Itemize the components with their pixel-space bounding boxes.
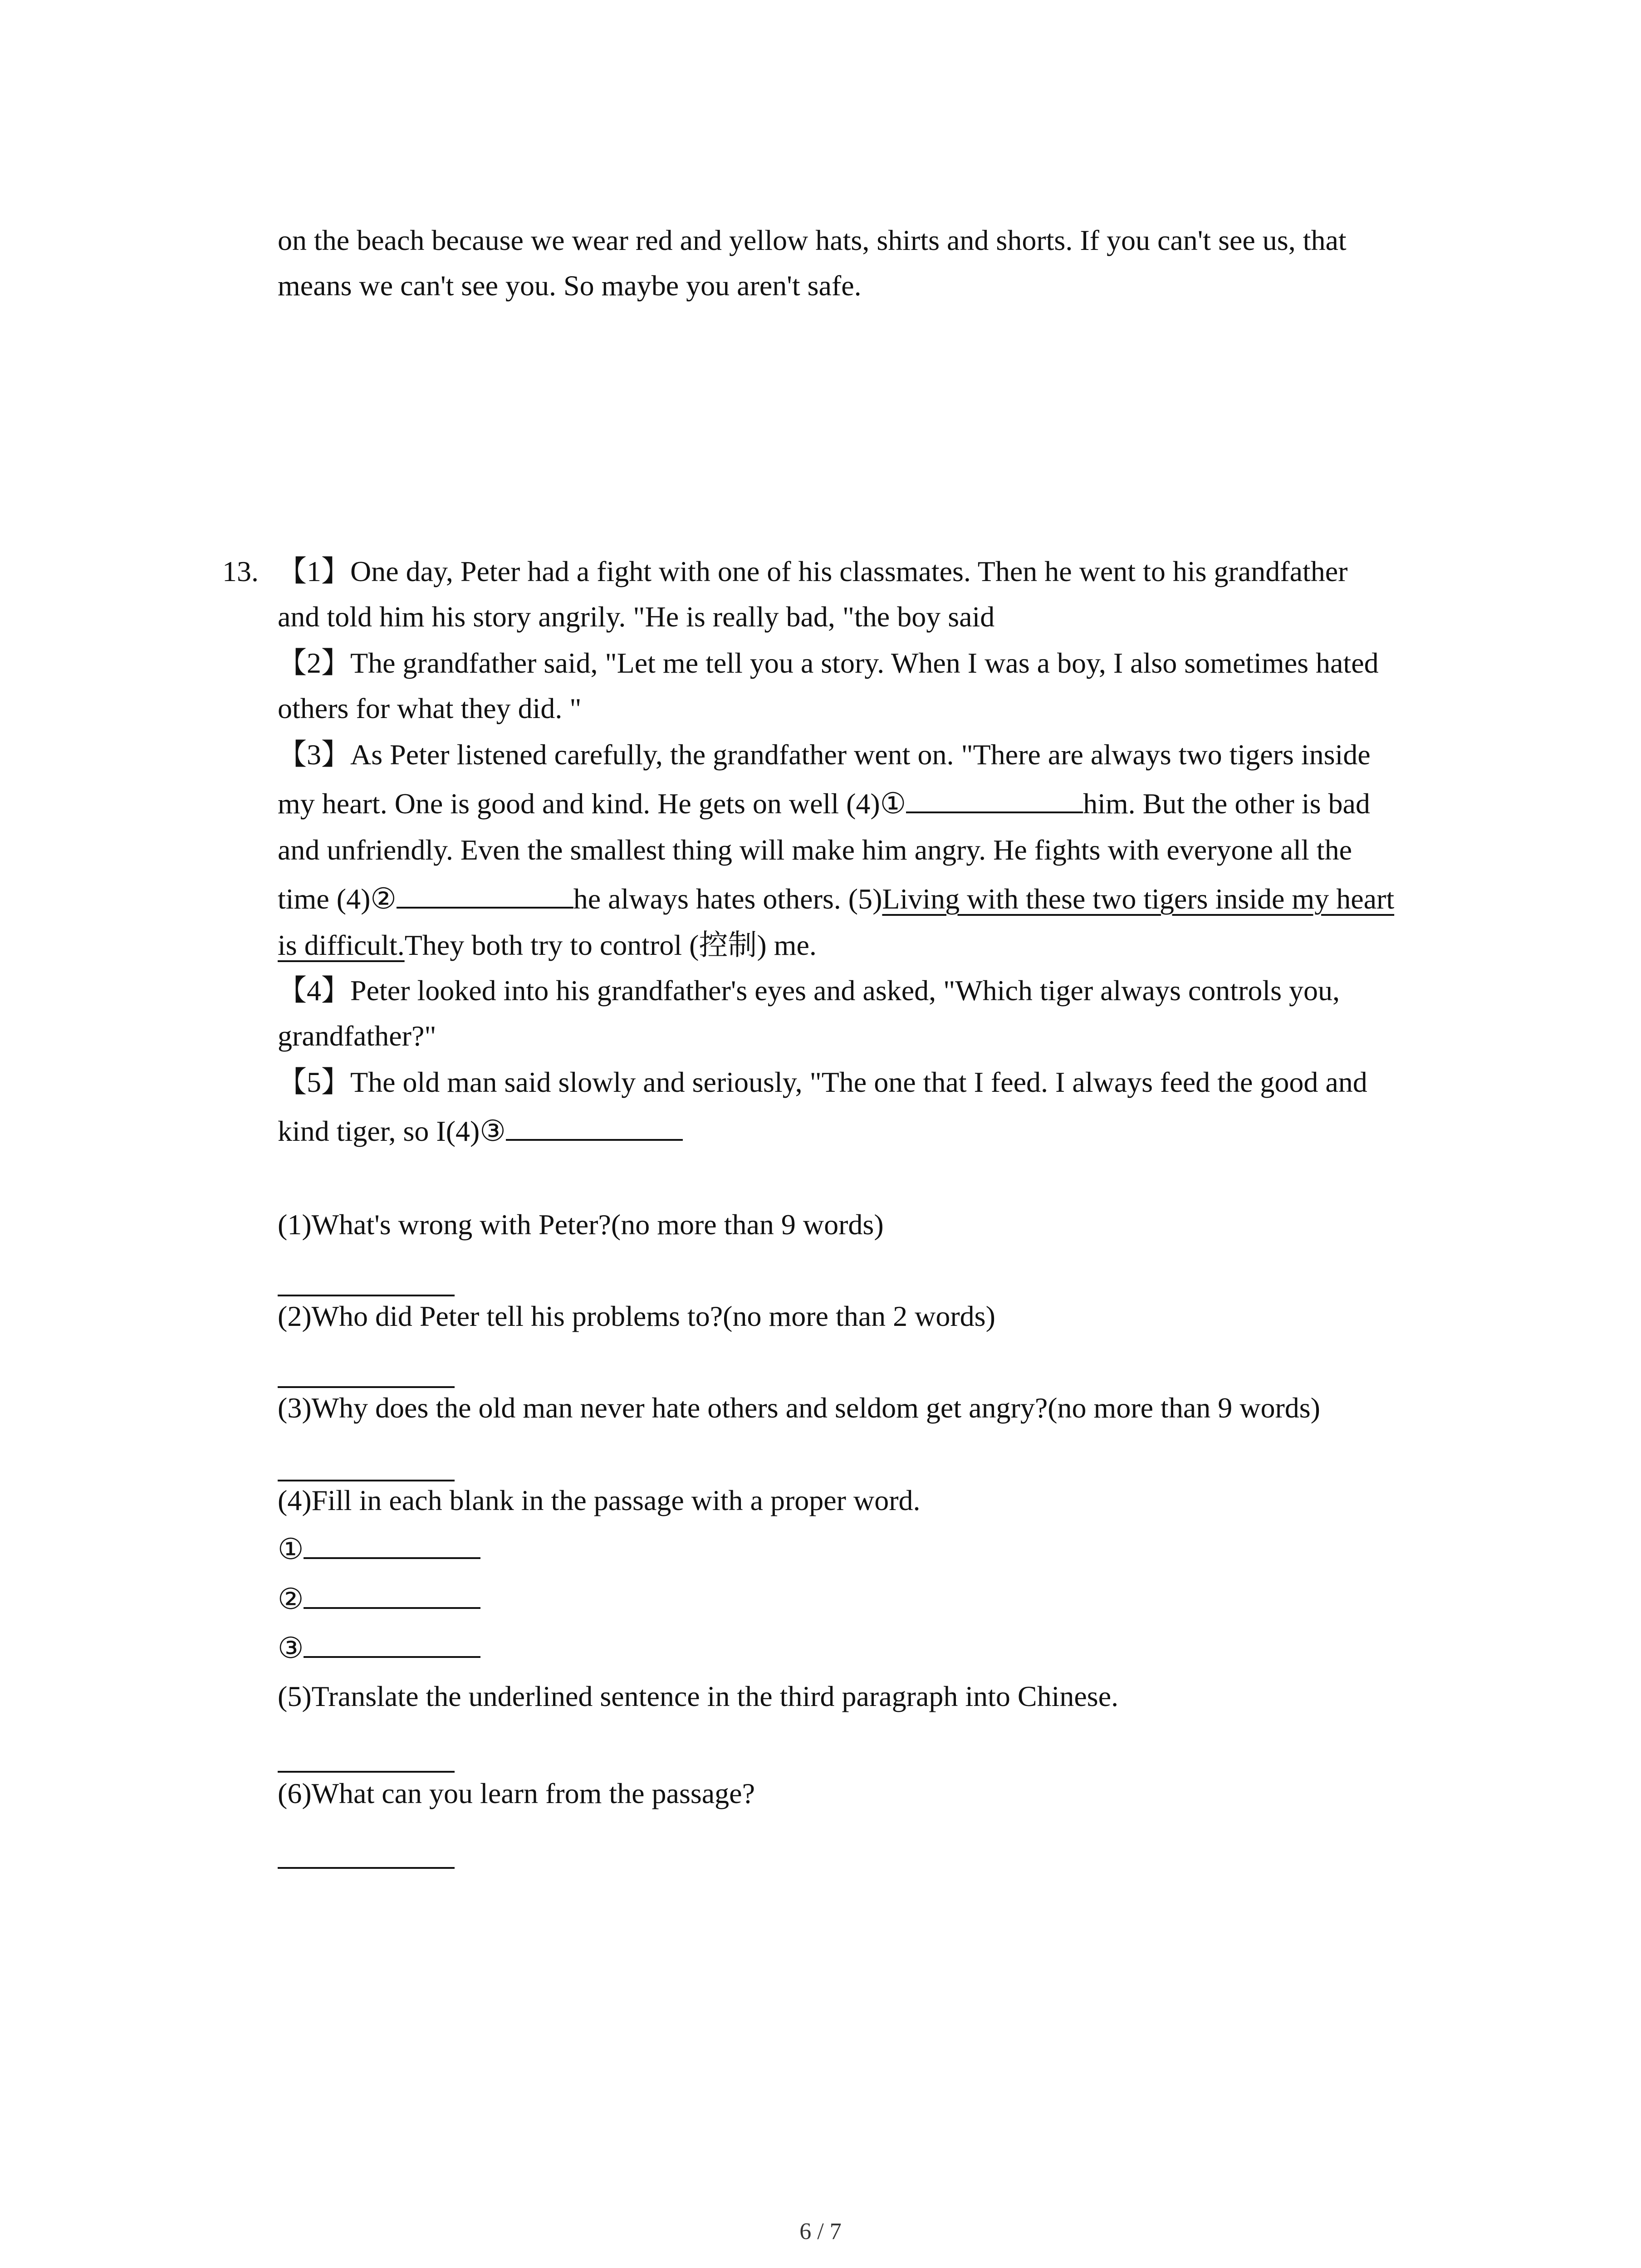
paragraph-3-line-5-text: They both try to control (控制) me. (404, 929, 817, 961)
sub-question-4: (4)Fill in each blank in the passage with a proper word. (278, 1484, 921, 1516)
prev-passage-line-1: on the beach because we wear red and yellow hats, shirts and shorts. If you can't see us, that (278, 224, 1347, 256)
circled-one-label: ① (278, 1533, 304, 1565)
sub-question-4-item-1 (278, 1527, 480, 1572)
paragraph-3-line-5 (278, 923, 817, 968)
paragraph-3-line-4-text-a: time (4)② (278, 883, 397, 915)
inline-blank-1[interactable] (906, 784, 1083, 813)
paragraph-3-line-1: 【3】As Peter listened carefully, the grandfather went on. "There are always two tigers inside (278, 738, 1371, 771)
answer-blank-6[interactable] (278, 1865, 455, 1869)
paragraph-5-line-2 (278, 1109, 683, 1154)
paragraph-1-line-2: and told him his story angrily. "He is really bad, "the boy said (278, 601, 995, 633)
paragraph-1-line-1: 【1】One day, Peter had a fight with one of his classmates. Then he went to his grandfather (278, 555, 1348, 587)
sub-question-5: (5)Translate the underlined sentence in the third paragraph into Chinese. (278, 1680, 1119, 1712)
paragraph-5-line-2-text: kind tiger, so I(4)③ (278, 1115, 506, 1147)
prev-passage-line-2: means we can't see you. So maybe you aren't safe. (278, 269, 862, 302)
paragraph-3-line-3: and unfriendly. Even the smallest thing will make him angry. He fights with everyone all the (278, 834, 1352, 866)
sub-question-4-item-2 (278, 1577, 480, 1622)
paragraph-2-line-1: 【2】The grandfather said, "Let me tell you a story. When I was a boy, I also sometimes hated (278, 647, 1379, 679)
circled-two-label: ② (278, 1583, 304, 1615)
page-number: 6 / 7 (799, 2219, 842, 2244)
circled-three-label: ③ (278, 1632, 304, 1664)
paragraph-3-line-4 (278, 876, 1394, 922)
paragraph-3-line-4-text-b: he always hates others. (5) (573, 883, 882, 915)
sub-question-4-item-3 (278, 1626, 480, 1671)
answer-blank-4-2[interactable] (304, 1580, 480, 1609)
paragraph-3-line-2 (278, 781, 1370, 826)
sub-question-2: (2)Who did Peter tell his problems to?(no more than 2 words) (278, 1300, 995, 1332)
answer-blank-4-1[interactable] (304, 1530, 480, 1559)
sub-question-6: (6)What can you learn from the passage? (278, 1777, 755, 1809)
answer-blank-4-3[interactable] (304, 1629, 480, 1658)
paragraph-3-line-2-text-a: my heart. One is good and kind. He gets on well (4)① (278, 787, 906, 820)
paragraph-4-line-2: grandfather?" (278, 1020, 436, 1052)
inline-blank-3[interactable] (506, 1112, 683, 1141)
underlined-sentence-part-1: Living with these two tigers inside my heart (882, 883, 1395, 915)
paragraph-3-line-2-text-b: him. But the other is bad (1083, 787, 1370, 820)
sub-question-3: (3)Why does the old man never hate others and seldom get angry?(no more than 9 words) (278, 1392, 1320, 1424)
question-number: 13. (222, 555, 259, 587)
paragraph-4-line-1: 【4】Peter looked into his grandfather's eyes and asked, "Which tiger always controls you, (278, 974, 1340, 1007)
inline-blank-2[interactable] (397, 880, 573, 909)
paragraph-2-line-2: others for what they did. " (278, 692, 582, 724)
paragraph-5-line-1: 【5】The old man said slowly and seriously, "The one that I feed. I always feed the good and (278, 1066, 1367, 1098)
sub-question-1: (1)What's wrong with Peter?(no more than 9 words) (278, 1208, 884, 1241)
underlined-sentence-part-2: is difficult. (278, 929, 405, 961)
